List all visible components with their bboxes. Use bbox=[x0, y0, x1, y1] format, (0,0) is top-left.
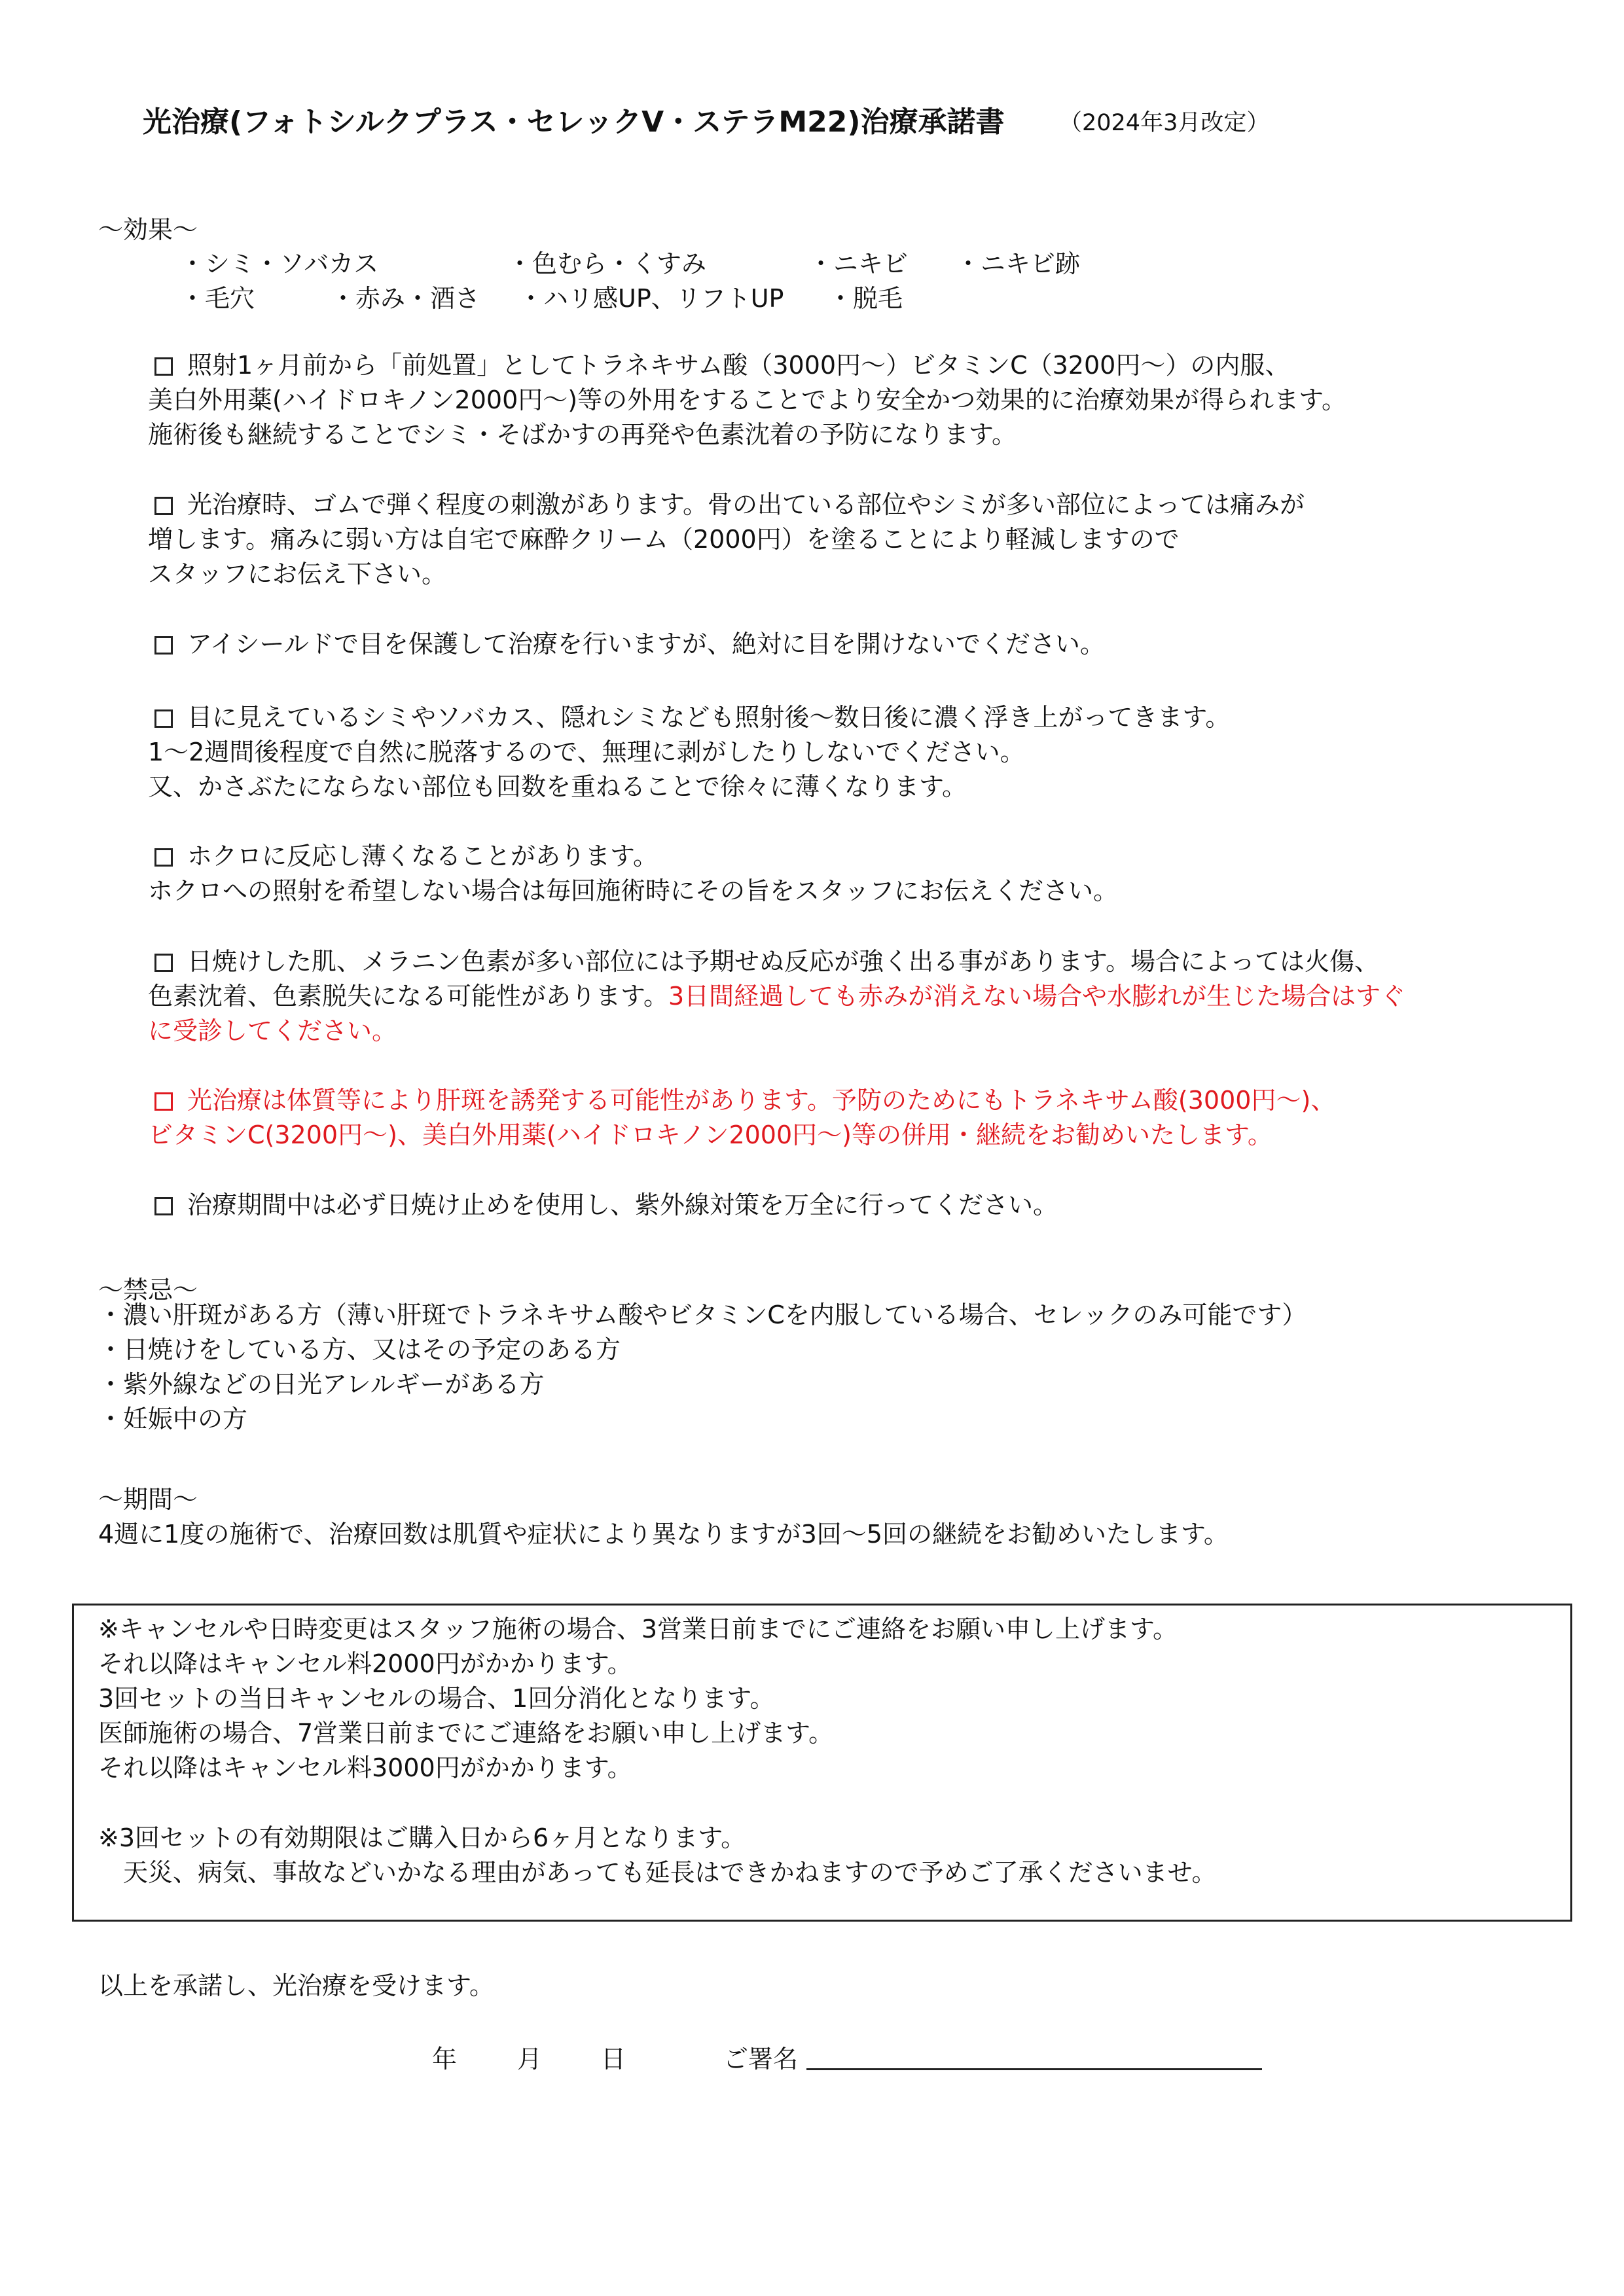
revision-date: （2024年3月改定） bbox=[1059, 110, 1270, 136]
date-month-label: 月 bbox=[517, 2045, 543, 2073]
date-day-label: 日 bbox=[601, 2045, 626, 2073]
consent-statement: 以上を承諾し、光治療を受けます。 bbox=[98, 1971, 494, 2000]
consent-item-moles: ホクロに反応し薄くなることがあります。 ホクロへの照射を希望しない場合は毎回施術時にその旨をスタッフにお伝えください。 bbox=[148, 842, 1119, 905]
warning-text: に受診してください。 bbox=[148, 1016, 397, 1045]
period-heading: 〜期間〜 bbox=[98, 1485, 198, 1514]
consent-item-sunscreen: 治療期間中は必ず日焼け止めを使用し、紫外線対策を万全に行ってください。 bbox=[148, 1188, 1555, 1223]
consent-checkbox[interactable] bbox=[154, 1092, 173, 1111]
validity-policy: ※3回セットの有効期限はご購入日から6ヶ月となります。 天災、病気、事故などいかなる理由があっても延長はできかねますので予めご了承くださいませ。 bbox=[98, 1823, 1217, 1887]
effect-item: ・ニキビ bbox=[808, 249, 909, 278]
list-item: ・紫外線などの日光アレルギーがある方 bbox=[98, 1370, 545, 1399]
effect-item: ・シミ・ソバカス bbox=[180, 249, 379, 278]
title-row bbox=[143, 98, 1004, 140]
consent-item-pretreatment: 照射1ヶ月前から「前処置」としてトラネキサム酸（3000円〜）ビタミンC（3200円〜）の内服、 美白外用薬(ハイドロキノン2000円〜)等の外用をすることでより安全かつ効果的に治療効果が得られます。 施術後も継続することでシミ・そばかすの再発や色素沈着の予防になります。 bbox=[148, 351, 1347, 449]
consent-checkbox[interactable] bbox=[154, 636, 173, 655]
list-item: ・日焼けをしている方、又はその予定のある方 bbox=[98, 1335, 621, 1364]
contraindications-list bbox=[98, 1298, 1307, 1437]
consent-checkbox[interactable] bbox=[154, 497, 173, 515]
consent-checkbox[interactable] bbox=[154, 954, 173, 972]
effect-item: ・赤み・酒さ bbox=[331, 284, 480, 313]
warning-text: 3日間経過しても赤みが消えない場合や水膨れが生じた場合はすぐ bbox=[668, 982, 1406, 1011]
signature-label: ご署名 bbox=[723, 2045, 799, 2073]
consent-item-pain: 光治療時、ゴムで弾く程度の刺激があります。骨の出ている部位やシミが多い部位によっては痛みが 増します。痛みに弱い方は自宅で麻酔クリーム（2000円）を塗ることにより軽減しますので スタッフにお伝え下さい。 bbox=[148, 490, 1305, 588]
consent-checkbox[interactable] bbox=[154, 848, 173, 867]
consent-item-eye-shield: アイシールドで目を保護して治療を行いますが、絶対に目を開けないでください。 bbox=[148, 627, 1555, 662]
period-text: 4週に1度の施術で、治療回数は肌質や症状により異なりますが3回〜5回の継続をお勧めいたします。 bbox=[98, 1520, 1229, 1549]
list-item: ・妊娠中の方 bbox=[98, 1405, 248, 1433]
effect-item: ・色むら・くすみ bbox=[507, 249, 707, 278]
cancellation-policy: ※キャンセルや日時変更はスタッフ施術の場合、3営業日前までにご連絡をお願い申し上げます。 それ以降はキャンセル料2000円がかかります。 3回セットの当日キャンセルの場合、1回分消化となります。 医師施術の場合、7営業日前までにご連絡をお願い申し上げます。 それ以降はキャンセル料3000円がかかります。 bbox=[98, 1615, 1178, 1782]
effect-item: ・毛穴 bbox=[180, 284, 255, 313]
consent-checkbox[interactable] bbox=[154, 1197, 173, 1215]
consent-item-melasma-warning: 光治療は体質等により肝斑を誘発する可能性があります。予防のためにもトラネキサム酸(3000円〜)、 ビタミンC(3200円〜)、美白外用薬(ハイドロキノン2000円〜)等の併用・継続をお勧めいたします。 bbox=[148, 1086, 1336, 1149]
effect-item: ・ニキビ跡 bbox=[956, 249, 1081, 278]
consent-item-darkening: 目に見えているシミやソバカス、隠れシミなども照射後〜数日後に濃く浮き上がってきます。 1〜2週間後程度で自然に脱落するので、無理に剥がしたりしないでください。 又、かさぶたにならない部位も回数を重ねることで徐々に薄くなります。 bbox=[148, 703, 1231, 801]
effect-item: ・ハリ感UP、リフトUP bbox=[518, 284, 784, 313]
effects-heading: 〜効果〜 bbox=[98, 215, 198, 244]
consent-checkbox[interactable] bbox=[154, 357, 173, 376]
list-item: ・濃い肝斑がある方（薄い肝斑でトラネキサム酸やビタミンCを内服している場合、セレックのみ可能です） bbox=[98, 1300, 1307, 1329]
page-title: 光治療(フォトシルクプラス・セレックV・ステラM22)治療承諾書 bbox=[143, 105, 1005, 139]
consent-item-sunburn: 日焼けした肌、メラニン色素が多い部位には予期せぬ反応が強く出る事があります。場合によっては火傷、 色素沈着、色素脱失になる可能性があります。3日間経過しても赤みが消えない場合や水膨れが生じた場合はすぐ に受診してください。 bbox=[148, 944, 1555, 1049]
effect-item: ・脱毛 bbox=[828, 284, 903, 313]
date-year-label: 年 bbox=[432, 2045, 458, 2073]
signature-field[interactable] bbox=[806, 2068, 1262, 2070]
consent-checkbox[interactable] bbox=[154, 709, 173, 728]
contraindications-heading: 〜禁忌〜 bbox=[98, 1276, 198, 1304]
